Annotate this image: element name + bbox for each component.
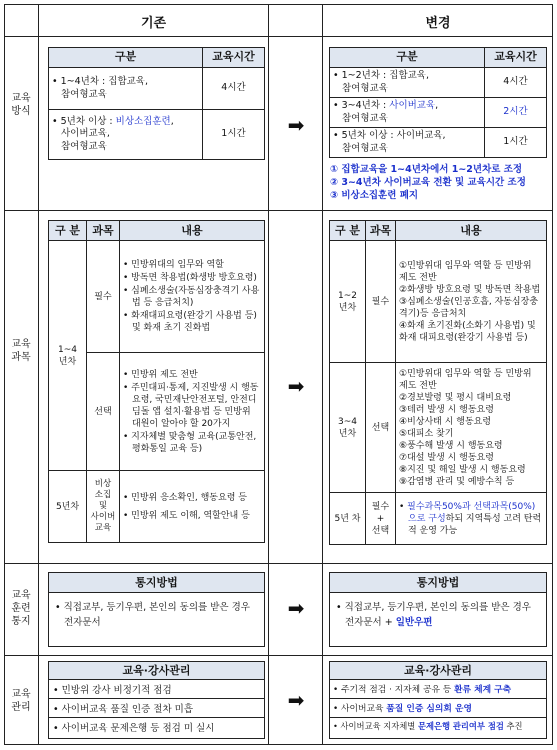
label-manage: 교육 관리 bbox=[11, 689, 31, 713]
subject-cell: 필수 + 선택 bbox=[366, 493, 396, 545]
label-column-divider bbox=[38, 4, 39, 745]
subject-cell: 선택 bbox=[366, 363, 396, 493]
content-cell bbox=[120, 471, 265, 543]
col-content: 내용 bbox=[396, 221, 547, 241]
manage-title: 교육·강사관리 bbox=[330, 662, 546, 680]
row-divider-1 bbox=[4, 210, 553, 211]
list-item: ⑥풍수해 발생 시 행동요령 bbox=[399, 440, 503, 451]
note-3: ③ 비상소집훈련 폐지 bbox=[330, 190, 419, 201]
col-hours: 교육시간 bbox=[203, 48, 265, 68]
subject-cell: 필수 bbox=[87, 241, 120, 353]
notice-after-box bbox=[329, 572, 547, 647]
list-item: ③테러 발생 시 행동요령 bbox=[399, 404, 494, 415]
year-cell: 5년 차 bbox=[330, 493, 366, 545]
list-item: ②화생방 방호요령 및 방독면 착용법 bbox=[399, 284, 541, 295]
list-item: • 민방위 제도 전반 bbox=[123, 369, 198, 380]
list-item: ⑤대피소 찾기 bbox=[399, 428, 454, 439]
table-cell: • 5년차 이상 : 사이버교육, 참여형교육 bbox=[330, 128, 485, 158]
method-after-table bbox=[329, 47, 547, 158]
list-item: ⑦대설 발생 시 행동요령 bbox=[399, 452, 494, 463]
col-subject: 과목 bbox=[366, 221, 396, 241]
hours-cell: 4시간 bbox=[485, 68, 547, 98]
hours-cell: 1시간 bbox=[485, 128, 547, 158]
list-item: ③심폐소생술(인공호흡, 자동심장충격기)등 응급처치 bbox=[399, 296, 539, 319]
manage-after-box bbox=[329, 661, 547, 739]
year-cell: 1~2 년차 bbox=[330, 241, 366, 363]
col-hours: 교육시간 bbox=[485, 48, 547, 68]
middle-column-right-divider bbox=[322, 4, 323, 745]
notice-before-box bbox=[48, 572, 265, 647]
table-cell: • 3~4년차 : 사이버교육, 참여형교육 bbox=[330, 98, 485, 128]
subject-cell: 필수 bbox=[366, 241, 396, 363]
before-header: 기존 bbox=[140, 16, 167, 31]
subjects-before-table bbox=[48, 220, 265, 543]
year-cell: 5년차 bbox=[49, 471, 87, 543]
list-item: ②경보발령 및 평시 대비요령 bbox=[399, 392, 512, 403]
arrow-right-icon: ➡ bbox=[287, 374, 305, 398]
content-cell bbox=[120, 353, 265, 471]
content-cell bbox=[396, 363, 547, 493]
list-item: • 민방위 제도 이해, 역할안내 등 bbox=[123, 510, 250, 521]
list-item: • 민방위대의 임무와 역할 bbox=[123, 260, 224, 270]
note-1: ① 집합교육을 1~4년차에서 1~2년차로 조정 bbox=[330, 164, 523, 175]
year-cell: 3~4 년차 bbox=[330, 363, 366, 493]
arrow-right-icon: ➡ bbox=[287, 113, 305, 137]
middle-column-left-divider bbox=[268, 4, 269, 745]
label-notice: 교육 훈련 통지 bbox=[11, 590, 31, 627]
col-group: 구 분 bbox=[49, 221, 87, 241]
col-category: 구분 bbox=[330, 48, 485, 68]
list-item: • 민방위 강사 비정기적 점검 bbox=[49, 680, 264, 699]
list-item: • 사이버교육 지자체별 문제은행 관리여부 점검 추진 bbox=[333, 721, 523, 731]
hours-cell: 1시간 bbox=[203, 110, 265, 160]
list-item: • 화재대피요령(완강기 사용법 등) 및 화재 초기 진화법 bbox=[123, 311, 257, 333]
arrow-right-icon: ➡ bbox=[287, 596, 305, 620]
col-group: 구 분 bbox=[330, 221, 366, 241]
list-item: ①민방위대 임무와 역할 등 민방위 제도 전반 bbox=[399, 260, 532, 283]
list-item: ④비상사태 시 행동요령 bbox=[399, 416, 492, 427]
header-divider bbox=[4, 36, 553, 37]
notice-title: 통지방법 bbox=[330, 573, 546, 593]
manage-title: 교육·강사관리 bbox=[49, 662, 264, 680]
list-item: • 방독면 착용법(화생방 방호요령) bbox=[123, 273, 257, 283]
list-item: • 주민대피·통제, 지진발생 시 행동요령, 국민재난안전포털, 안전디딤돌 앱 설치·활용법 등 민방위 대원이 알아야 할 20가지 bbox=[123, 382, 259, 429]
subjects-after-table bbox=[329, 220, 547, 545]
col-subject: 과목 bbox=[87, 221, 120, 241]
note-2: ② 3~4년차 사이버교육 전환 및 교육시간 조정 bbox=[330, 177, 526, 188]
row-divider-2 bbox=[4, 563, 553, 564]
table-cell: • 5년차 이상 : 비상소집훈련, 사이버교육, 참여형교육 bbox=[49, 110, 203, 160]
notice-text: • 직접교부, 등기우편, 본인의 동의를 받은 경우 전자문서 + 일반우편 bbox=[336, 602, 531, 628]
list-item: • 심폐소생술(자동심장충격기 사용법 등 응급처치) bbox=[123, 286, 260, 308]
list-item: • 사이버교육 품질 인증 심의회 운영 bbox=[330, 699, 546, 718]
list-item: ⑧지진 및 해일 발생 시 행동요령 bbox=[399, 464, 526, 475]
row-divider-3 bbox=[4, 655, 553, 656]
after-header: 변경 bbox=[425, 16, 451, 31]
notice-text: • 직접교부, 등기우편, 본인의 동의를 받은 경우 전자문서 bbox=[55, 602, 250, 628]
manage-before-box bbox=[48, 661, 265, 739]
list-item: ④화재 초기진화(소화기 사용법) 및 화재 대피요령(완강기 사용법 등) bbox=[399, 320, 536, 343]
label-method: 교육 방식 bbox=[11, 93, 31, 117]
col-content: 내용 bbox=[120, 221, 265, 241]
content-cell bbox=[120, 241, 265, 353]
change-notes bbox=[330, 163, 552, 202]
list-item: • 지자체별 맞춤형 교육(교통안전, 평화통일 교육 등) bbox=[123, 431, 257, 454]
list-item: • 주기적 점검 · 지자체 공유 등 환류 체계 구축 bbox=[330, 680, 546, 699]
year-cell: 1~4 년차 bbox=[49, 241, 87, 471]
list-item: • 사이버교육 문제은행 등 점검 미 실시 bbox=[53, 723, 215, 734]
arrow-right-icon: ➡ bbox=[287, 688, 305, 712]
table-cell: • 1~2년차 : 집합교육, 참여형교육 bbox=[330, 68, 485, 98]
list-item: • 사이버교육 품질 인증 절차 미흡 bbox=[49, 699, 264, 718]
list-item: ①민방위대 임무와 역할 등 민방위 제도 전반 bbox=[399, 368, 532, 391]
subject-cell: 선택 bbox=[87, 353, 120, 471]
hours-cell: 2시간 bbox=[485, 98, 547, 128]
list-item: ⑨감염병 관리 및 예방수칙 등 bbox=[399, 476, 515, 487]
subject-cell: 비상 소집 및 사이버 교육 bbox=[87, 471, 120, 543]
label-subjects: 교육 과목 bbox=[11, 339, 31, 363]
table-cell: • 1~4년차 : 집합교육, 참여형교육 bbox=[49, 68, 203, 110]
content-cell: • 필수과목50%과 선택과목(50%)으로 구성하되 지역특성 고려 탄력적 운영 가능 bbox=[396, 493, 547, 545]
col-category: 구분 bbox=[49, 48, 203, 68]
list-item: • 민방위 응소확인, 행동요령 등 bbox=[123, 492, 247, 503]
hours-cell: 4시간 bbox=[203, 68, 265, 110]
content-cell bbox=[396, 241, 547, 363]
method-before-table bbox=[48, 47, 265, 160]
notice-title: 통지방법 bbox=[49, 573, 264, 593]
